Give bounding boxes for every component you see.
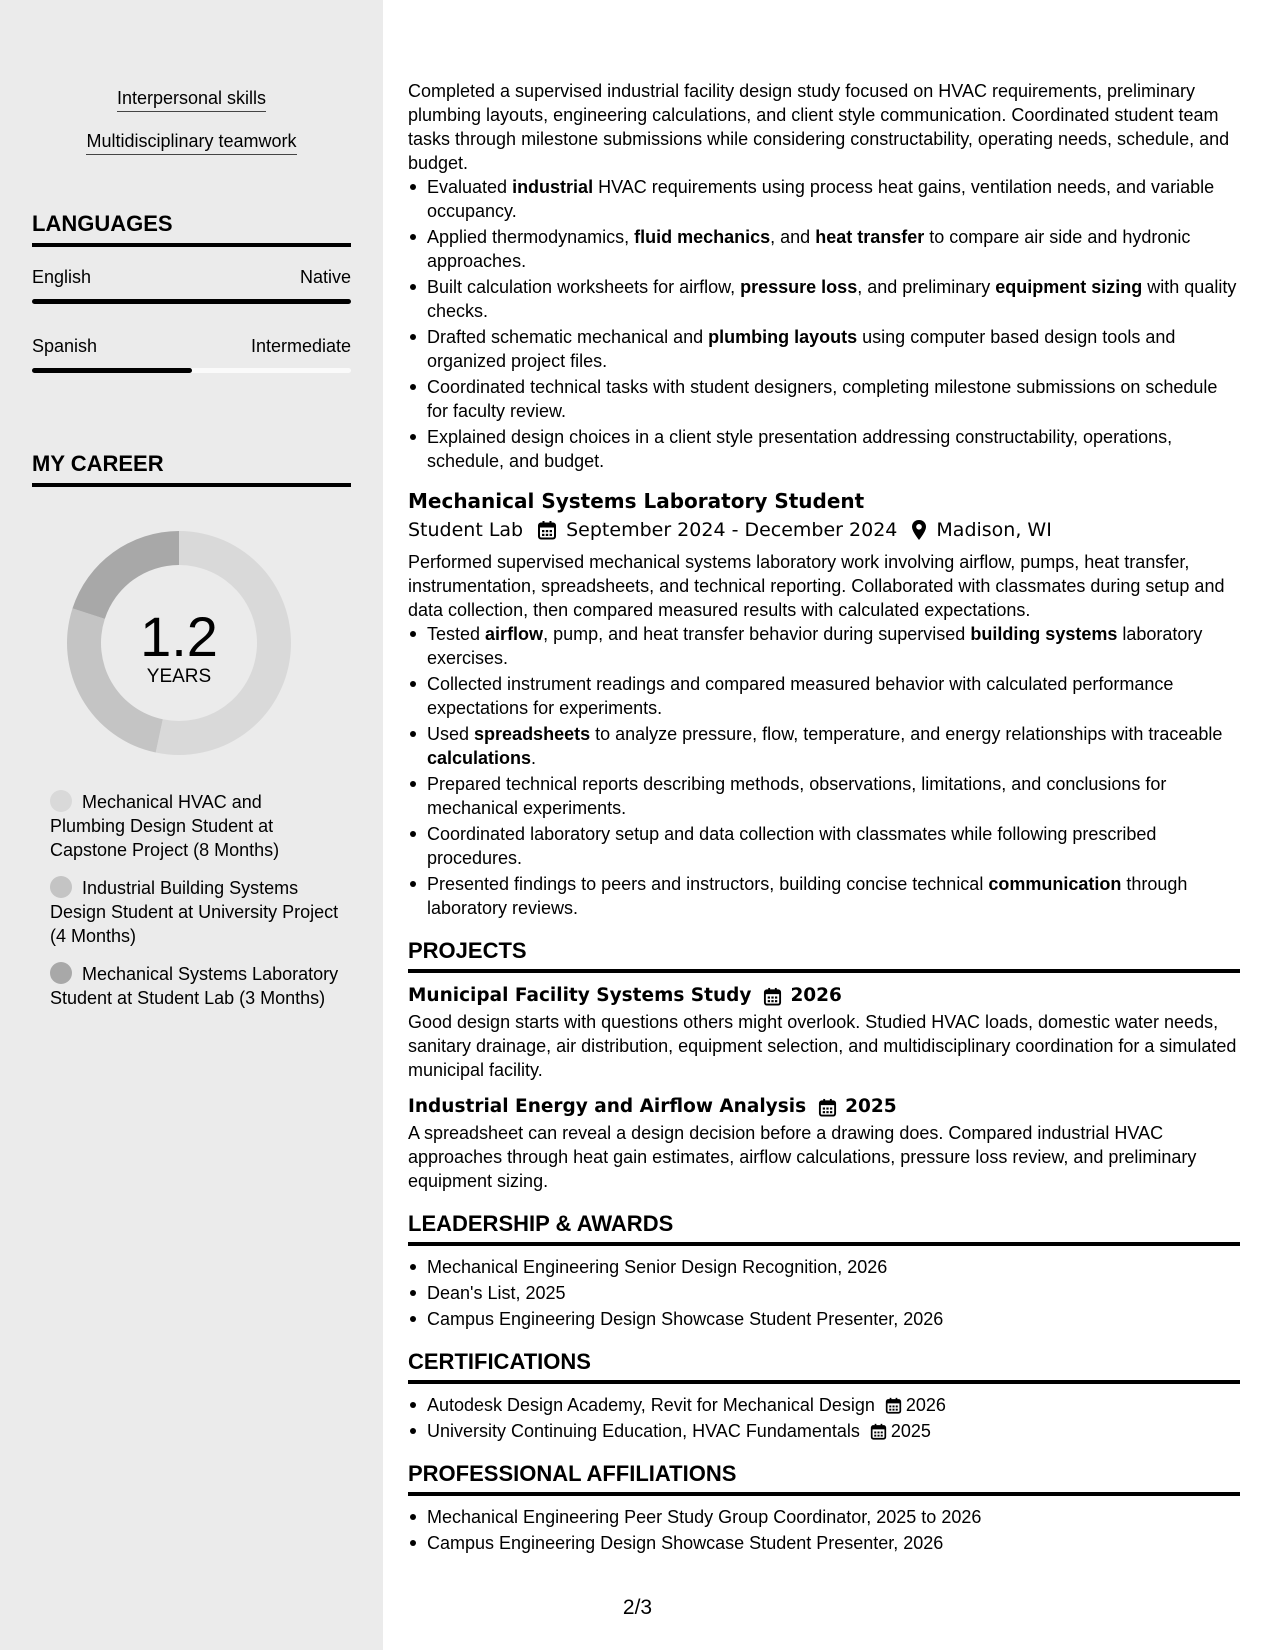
list-item: Campus Engineering Design Showcase Student Presenter, 2026 [408, 1531, 1240, 1555]
project-year: 2025 [845, 1096, 897, 1117]
leadership-list [408, 1255, 1240, 1331]
project-description: A spreadsheet can reveal a design decision before a drawing does. Compared industrial HVAC approaches through heat gain estimates, airflow calculations, pressure loss review, and preliminary equipment sizing. [408, 1123, 1197, 1191]
career-total-value: 1.2 [140, 605, 218, 668]
project-title: Industrial Energy and Airflow Analysis 2025 [408, 1093, 1240, 1121]
language-level: Intermediate [250, 336, 351, 356]
career-legend [50, 790, 340, 1024]
language-proficiency-bar [32, 368, 351, 373]
list-item: Coordinated technical tasks with student designers, completing milestone submissions on schedule for faculty review. [408, 375, 1240, 423]
language-row [32, 336, 351, 357]
language-proficiency-bar [32, 299, 351, 304]
affiliations-list [408, 1505, 1240, 1555]
location-pin-icon [911, 519, 927, 541]
certifications-heading: CERTIFICATIONS [408, 1349, 1240, 1384]
list-item: Drafted schematic mechanical and plumbing layouts using computer based design tools and organized project files. [408, 325, 1240, 373]
certification-year: 2026 [905, 1395, 946, 1415]
career-legend-item: Industrial Building Systems Design Student at University Project (4 Months) [50, 878, 339, 946]
list-item: Prepared technical reports describing methods, observations, limitations, and conclusions for mechanical experiments. [408, 772, 1240, 820]
legend-dot-icon [50, 876, 72, 898]
legend-dot-icon [50, 962, 72, 984]
career-heading: MY CAREER [32, 451, 351, 487]
certifications-list [408, 1393, 1240, 1443]
project-year: 2026 [790, 985, 842, 1006]
language-proficiency-fill [32, 299, 351, 304]
list-item: University Continuing Education, HVAC Fundamentals 2025 [408, 1419, 1240, 1443]
certification-year: 2025 [890, 1421, 931, 1441]
calendar-icon [870, 1423, 887, 1440]
job-bullets [408, 175, 1240, 473]
page-number: 2/3 [622, 1596, 653, 1619]
job-meta [408, 516, 1240, 544]
list-item: Tested airflow, pump, and heat transfer behavior during supervised building systems laboratory exercises. [408, 622, 1240, 670]
list-item: Campus Engineering Design Showcase Student Presenter, 2026 [408, 1307, 1240, 1331]
career-legend-item: Mechanical HVAC and Plumbing Design Student at Capstone Project (8 Months) [50, 792, 280, 860]
list-item: Built calculation worksheets for airflow, pressure loss, and preliminary equipment sizing with quality checks. [408, 275, 1240, 323]
list-item: Mechanical Engineering Senior Design Recognition, 2026 [408, 1255, 1240, 1279]
list-item: Coordinated laboratory setup and data collection with classmates while following prescribed procedures. [408, 822, 1240, 870]
job-bullets [408, 622, 1240, 920]
list-item: Mechanical Engineering Peer Study Group Coordinator, 2025 to 2026 [408, 1505, 1240, 1529]
project-title: Municipal Facility Systems Study 2026 [408, 982, 1240, 1010]
list-item: Evaluated industrial HVAC requirements using process heat gains, ventilation needs, and variable occupancy. [408, 175, 1240, 223]
language-row [32, 267, 351, 288]
job-location: Madison, WI [936, 519, 1052, 541]
language-level: Native [299, 267, 351, 287]
projects-heading: PROJECTS [408, 938, 1240, 973]
list-item: Applied thermodynamics, fluid mechanics, and heat transfer to compare air side and hydronic approaches. [408, 225, 1240, 273]
skill-tag: Multidisciplinary teamwork [0, 131, 383, 155]
list-item: Collected instrument readings and compared measured behavior with calculated performance expectations for experiments. [408, 672, 1240, 720]
career-donut-chart [64, 528, 294, 758]
languages-heading: LANGUAGES [32, 211, 351, 247]
sidebar [0, 0, 383, 1650]
job-dates: September 2024 - December 2024 [566, 519, 898, 541]
language-name: English [32, 267, 92, 287]
list-item: Autodesk Design Academy, Revit for Mechanical Design 2026 [408, 1393, 1240, 1417]
calendar-icon [885, 1397, 902, 1414]
calendar-icon [763, 987, 782, 1006]
language-name: Spanish [32, 336, 98, 356]
company-name: Student Lab [408, 519, 524, 541]
calendar-icon [537, 520, 557, 540]
project-description: Good design starts with questions others might overlook. Studied HVAC loads, domestic water needs, sanitary drainage, air distribution, equipment selection, and multidisciplinary coordination for a simulated municipal facility. [408, 1012, 1237, 1080]
leadership-heading: LEADERSHIP & AWARDS [408, 1211, 1240, 1246]
job-title: Mechanical Systems Laboratory Student [408, 489, 865, 513]
list-item: Dean's List, 2025 [408, 1281, 1240, 1305]
legend-dot-icon [50, 790, 72, 812]
language-proficiency-fill [32, 368, 192, 373]
skill-tag: Interpersonal skills [0, 88, 383, 112]
list-item: Used spreadsheets to analyze pressure, flow, temperature, and energy relationships with traceable calculations. [408, 722, 1240, 770]
calendar-icon [818, 1098, 837, 1117]
career-total-unit: YEARS [146, 666, 212, 687]
job-summary: Performed supervised mechanical systems laboratory work involving airflow, pumps, heat transfer, instrumentation, spreadsheets, and technical reporting. Collaborated with classmates during setup and data collection, then compared measured results with calculated expectations. [408, 552, 1225, 620]
main-content [408, 79, 1240, 1557]
affiliations-heading: PROFESSIONAL AFFILIATIONS [408, 1461, 1240, 1496]
list-item: Presented findings to peers and instructors, building concise technical communication through laboratory reviews. [408, 872, 1240, 920]
career-legend-item: Mechanical Systems Laboratory Student at Student Lab (3 Months) [50, 964, 339, 1008]
job-summary: Completed a supervised industrial facility design study focused on HVAC requirements, preliminary plumbing layouts, engineering calculations, and client style communication. Coordinated student team tasks through milestone submissions while considering constructability, operating needs, schedule, and budget. [408, 81, 1230, 173]
list-item: Explained design choices in a client style presentation addressing constructability, operations, schedule, and budget. [408, 425, 1240, 473]
